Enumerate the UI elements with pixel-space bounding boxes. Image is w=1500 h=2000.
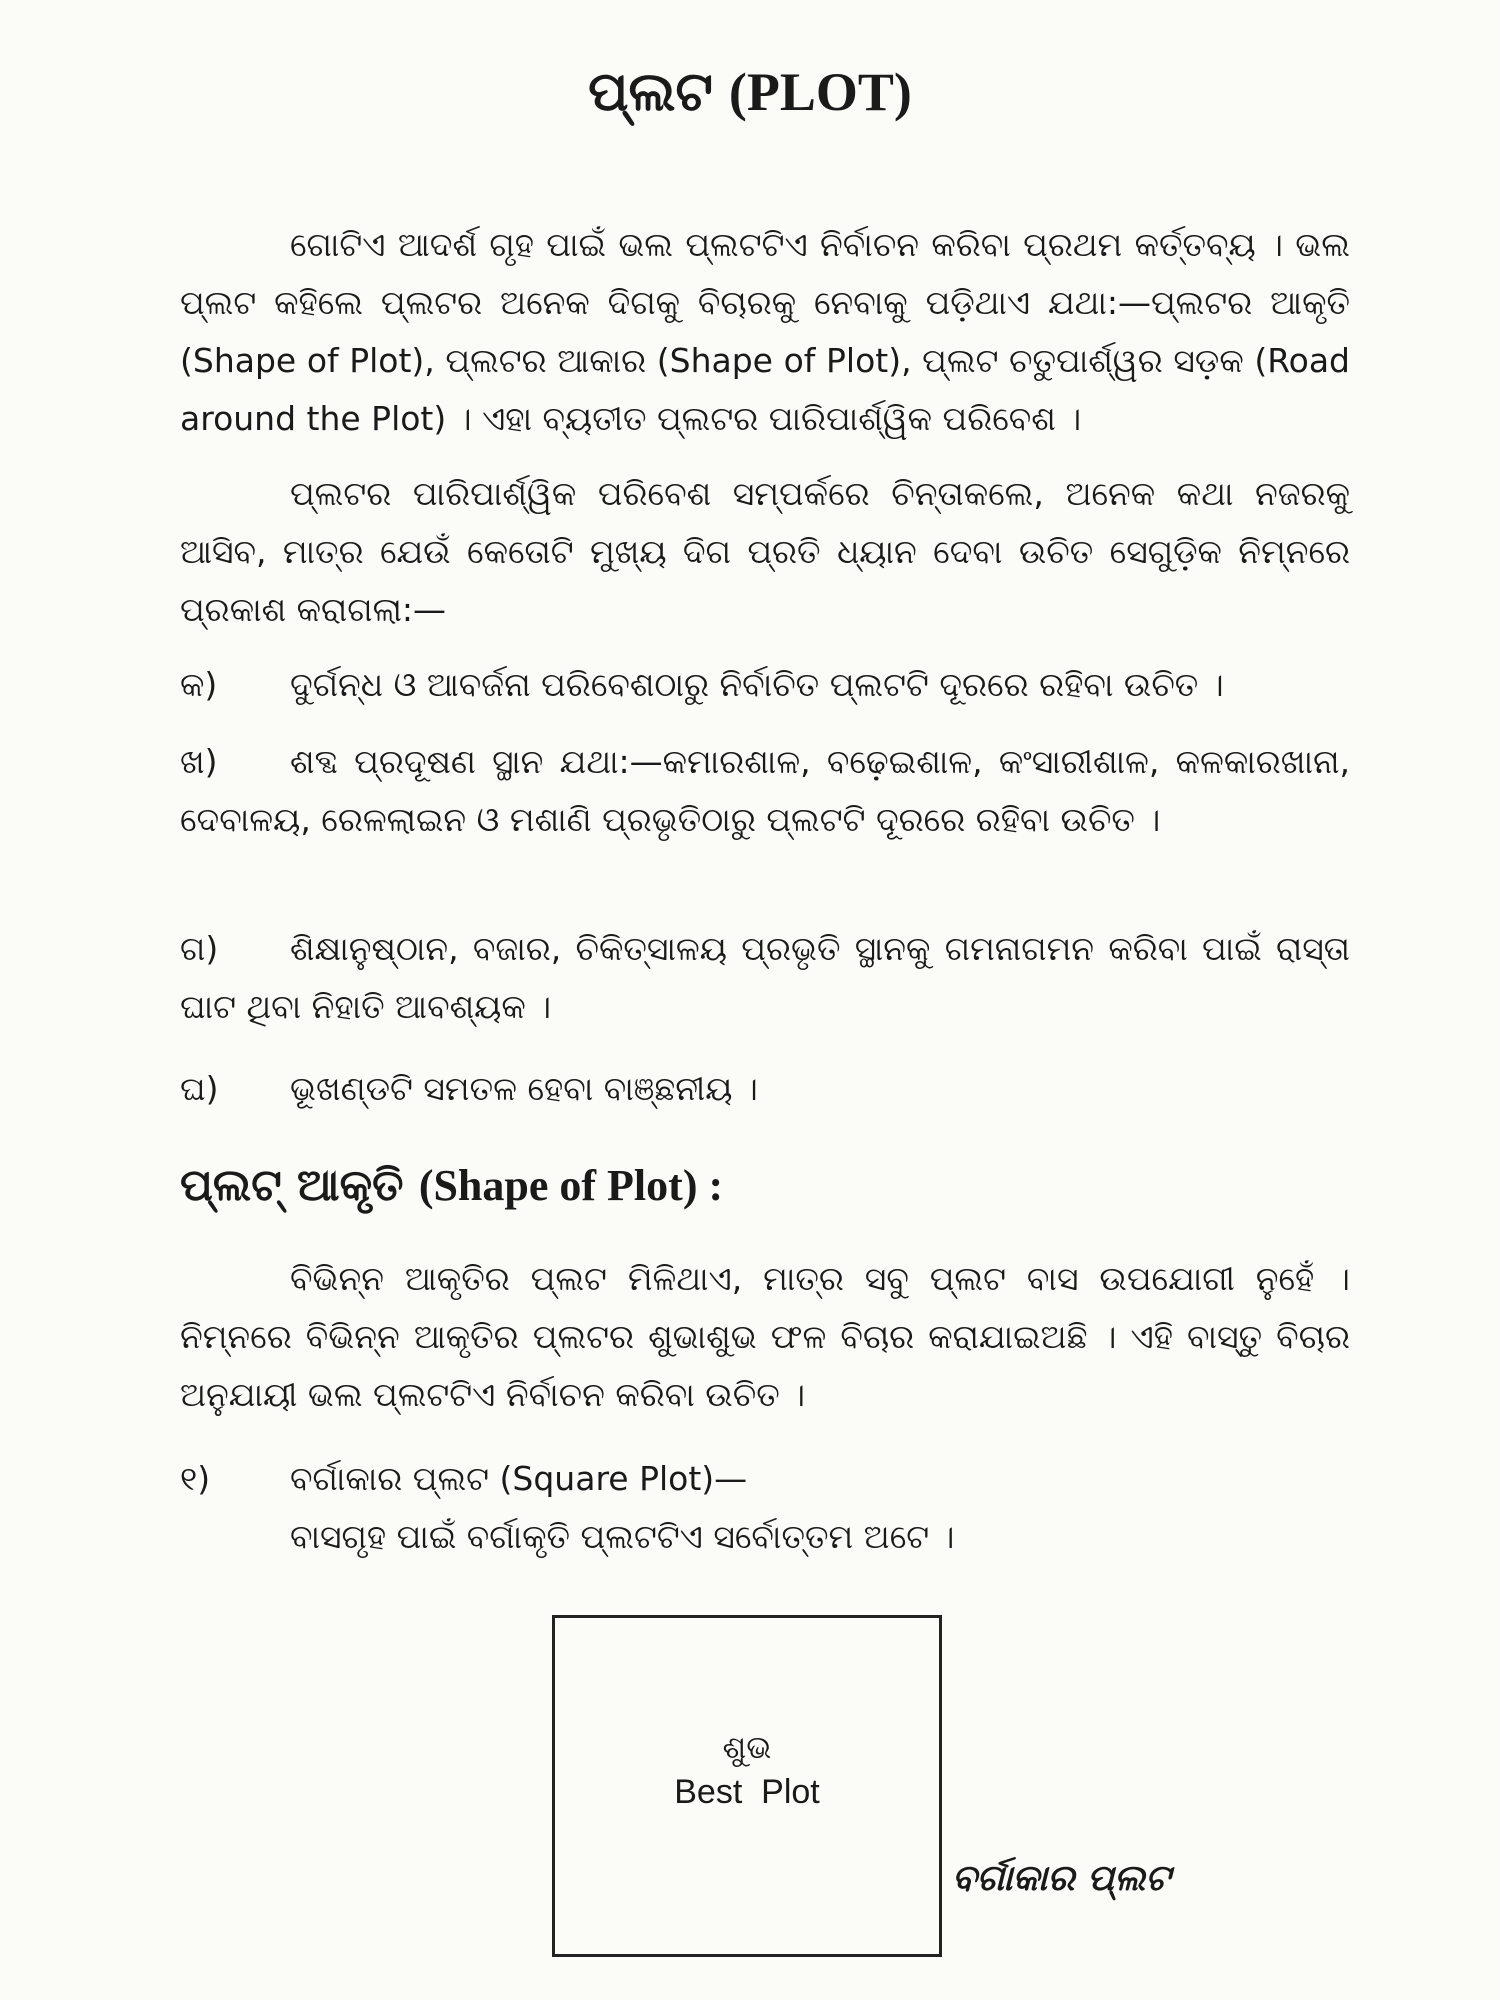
diagram-label-english: Best Plot [674,1773,820,1811]
list-marker: ଖ) [180,742,218,781]
list-marker: ୧) [180,1459,211,1498]
list-text: ଦୁର୍ଗନ୍ଧ ଓ ଆବର୍ଜନା ପରିବେଶଠାରୁ ନିର୍ବାଚିତ ପ୍ଲଟଟି ଦୂରରେ ରହିବା ଉଚିତ । [290,665,1224,704]
shape-paragraph: ବିଭିନ୍ନ ଆକୃତିର ପ୍ଲଟ ମିଳିଥାଏ, ମାତ୍ର ସବୁ ପ୍ଲଟ ବାସ ଉପଯୋଗୀ ନୁହେଁ । ନିମ୍ନରେ ବିଭିନ୍ନ ଆକୃତିର ପ୍ଲଟର ଶୁଭାଶୁଭ ଫଳ ବିଚାର କରାଯାଇଅଛି । ଏହି ବାସ୍ତୁ ବିଚାର ଅନୁଯାୟୀ ଭଲ ପ୍ଲଟଟିଏ ନିର୍ବାଚନ କରିବା ଉଚିତ । [180,1259,1350,1414]
heading-english: (Shape of Plot) : [418,1161,724,1210]
square-plot-diagram [552,1615,942,1957]
list-marker: ଗ) [180,929,219,968]
list-item [180,733,1350,849]
heading-odia: ପ୍ଲଟ୍ ଆକୃତି [180,1160,404,1211]
list-text: ଭୂଖଣ୍ଡଟି ସମତଳ ହେବା ବାଞ୍ଛନୀୟ । [290,1069,758,1108]
list-item [180,1060,1350,1118]
square-plot-title: ବର୍ଗାକାର ପ୍ଲଟ (Square Plot)— [290,1459,748,1498]
title-odia: ପ୍ଲଟ [588,60,713,123]
square-plot-body [290,1450,1350,1566]
list-item [180,920,1350,1036]
square-plot-text: ବାସଗୃହ ପାଇଁ ବର୍ଗାକୃତି ପ୍ଲଟଟିଏ ସର୍ବୋତ୍ତମ ଅଟେ । [290,1517,955,1556]
page-title [0,60,1500,124]
list-marker: ଘ) [180,1069,219,1108]
square-plot-item [180,1450,1350,1566]
list-marker: କ) [180,665,218,704]
diagram-caption: ବର୍ଗାକାର ପ୍ଲଟ [952,1858,1171,1899]
list-item [180,656,1350,714]
intro-paragraph: ଗୋଟିଏ ଆଦର୍ଶ ଗୃହ ପାଇଁ ଭଲ ପ୍ଲଟଟିଏ ନିର୍ବାଚନ କରିବା ପ୍ରଥମ କର୍ତ୍ତବ୍ୟ । ଭଲ ପ୍ଲଟ କହିଲେ ପ୍ଲଟର ଅନେକ ଦିଗକୁ ବିଚାରକୁ ନେବାକୁ ପଡ଼ିଥାଏ ଯଥା:—ପ୍ଲଟର ଆକୃତି (Shape of Plot), ପ୍ଲଟର ଆକାର (Shape of Plot), ପ୍ଲଟ ଚତୁପାର୍ଶ୍ୱର ସଡ଼କ (Road around the Plot) । ଏହା ବ୍ୟତୀତ ପ୍ଲଟର ପାରିପାର୍ଶ୍ୱିକ ପରିବେଶ । [180,225,1350,438]
title-english: (PLOT) [728,62,912,122]
list-text: ଶିକ୍ଷାନୁଷ୍ଠାନ, ବଜାର, ଚିକିତ୍ସାଳୟ ପ୍ରଭୃତି ସ୍ଥାନକୁ ଗମନାଗମନ କରିବା ପାଇଁ ରାସ୍ତା ଘାଟ ଥିବା ନିହାତି ଆବଶ୍ୟକ । [180,929,1350,1026]
list-text: ଶବ୍ଦ ପ୍ରଦୂଷଣ ସ୍ଥାନ ଯଥା:—କମାରଶାଳ, ବଢ଼େଇଶାଳ, କଂସାରୀଶାଳ, କଳକାରଖାନା, ଦେବାଳୟ, ରେଳଲାଇନ ଓ ମଶାଣି ପ୍ରଭୃତିଠାରୁ ପ୍ଲଟଟି ଦୂରରେ ରହିବା ଉଚିତ । [180,742,1350,839]
section-heading [180,1160,723,1211]
surroundings-paragraph: ପ୍ଲଟର ପାରିପାର୍ଶ୍ୱିକ ପରିବେଶ ସମ୍ପର୍କରେ ଚିନ୍ତାକଲେ, ଅନେକ କଥା ନଜରକୁ ଆସିବ, ମାତ୍ର ଯେଉଁ କେତୋଟି ମୁଖ୍ୟ ଦିଗ ପ୍ରତି ଧ୍ୟାନ ଦେବା ଉଚିତ ସେଗୁଡ଼ିକ ନିମ୍ନରେ ପ୍ରକାଶ କରାଗଲା:— [180,474,1350,629]
diagram-label-odia: ଶୁଭ [722,1728,772,1766]
